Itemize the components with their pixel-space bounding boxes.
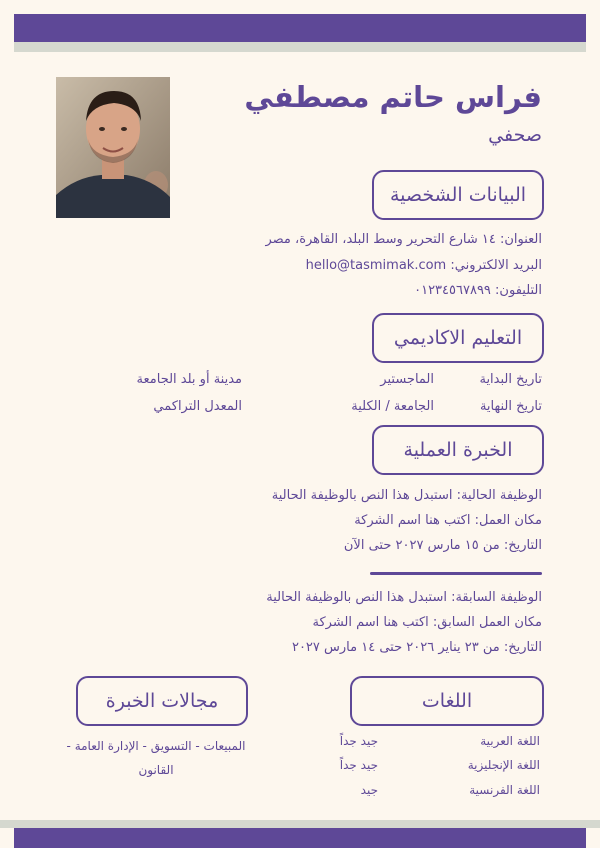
experience-divider — [370, 572, 542, 575]
top-grey-band — [14, 42, 586, 52]
section-heading-skills: مجالات الخبرة — [76, 676, 248, 726]
edu-start-date: تاريخ البداية — [479, 372, 542, 387]
edu-gpa: المعدل التراكمي — [153, 399, 242, 414]
language-level: جيد — [360, 783, 378, 797]
section-heading-education: التعليم الاكاديمي — [372, 313, 544, 363]
person-name: فراس حاتم مصطفي — [244, 80, 542, 114]
edu-university: الجامعة / الكلية — [351, 399, 434, 414]
language-name: اللغة العربية — [480, 734, 540, 748]
top-band — [14, 14, 586, 42]
edu-city: مدينة أو بلد الجامعة — [136, 372, 242, 387]
language-name: اللغة الإنجليزية — [467, 758, 540, 772]
previous-date: التاريخ: من ٢٣ يناير ٢٠٢٦ حتى ١٤ مارس ٢٠٢٧ — [291, 640, 542, 655]
previous-company: مكان العمل السابق: اكتب هنا اسم الشركة — [312, 615, 542, 630]
contact-phone: التليفون: ٠١٢٣٤٥٦٧٨٩٩ — [414, 283, 542, 298]
job-title: صحفي — [488, 124, 542, 146]
current-job: الوظيفة الحالية: استبدل هذا النص بالوظيفة الحالية — [271, 488, 542, 503]
edu-degree: الماجستير — [380, 372, 434, 387]
bottom-grey-band — [0, 820, 600, 828]
edu-end-date: تاريخ النهاية — [479, 399, 542, 414]
email-value: hello@tasmimak.com — [305, 258, 447, 273]
language-level: جيد جداً — [339, 734, 378, 748]
skills-line-1: المبيعات - التسويق - الإدارة العامة - — [66, 739, 246, 753]
profile-photo — [56, 77, 170, 218]
skills-line-2: القانون — [138, 763, 174, 777]
section-heading-experience: الخبرة العملية — [372, 425, 544, 475]
skills-list — [56, 734, 256, 782]
section-heading-personal: البيانات الشخصية — [372, 170, 544, 220]
contact-email-line — [222, 258, 542, 273]
bottom-band — [14, 828, 586, 848]
section-heading-languages: اللغات — [350, 676, 544, 726]
previous-job: الوظيفة السابقة: استبدل هذا النص بالوظيفة الحالية — [266, 590, 542, 605]
current-date: التاريخ: من ١٥ مارس ٢٠٢٧ حتى الآن — [343, 538, 542, 553]
current-company: مكان العمل: اكتب هنا اسم الشركة — [354, 513, 542, 528]
language-name: اللغة الفرنسية — [469, 783, 540, 797]
language-level: جيد جداً — [339, 758, 378, 772]
email-label: البريد الالكتروني: — [450, 258, 542, 273]
contact-address: العنوان: ١٤ شارع التحرير وسط البلد، القاهرة، مصر — [265, 232, 542, 247]
